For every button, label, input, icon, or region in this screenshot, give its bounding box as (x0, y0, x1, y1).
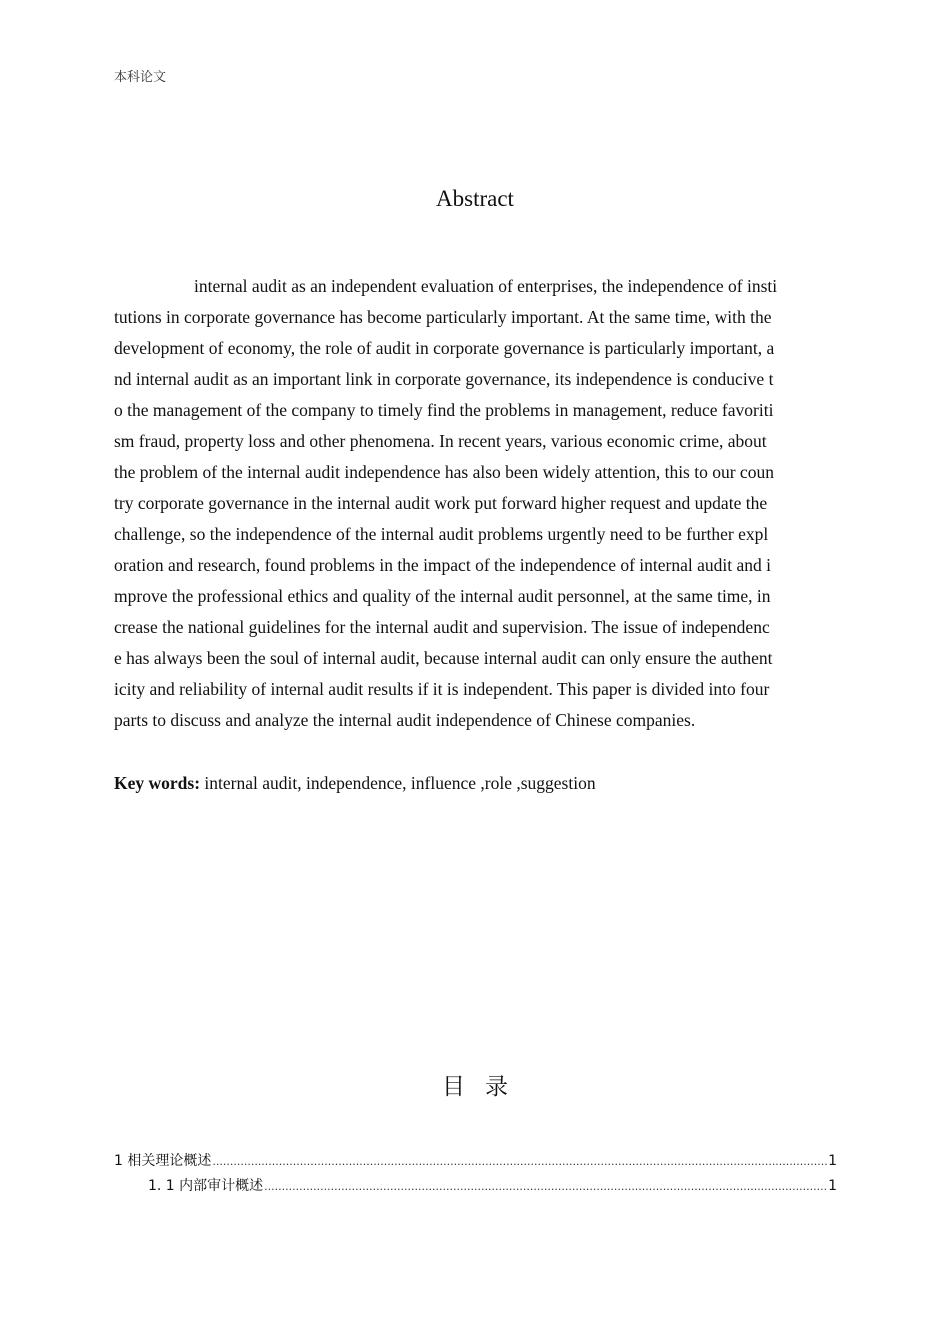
toc-title: 目录 (442, 1074, 528, 1100)
running-header: 本科论文 (114, 70, 167, 85)
abstract-line: parts to discuss and analyze the internal audit independence of Chinese companies. (114, 710, 696, 730)
abstract-line: o the management of the company to timely find the problems in management, reduce favoriti (114, 400, 774, 420)
toc-entry[interactable] (114, 1149, 837, 1174)
abstract-line: try corporate governance in the internal audit work put forward higher request and update the (114, 493, 768, 513)
table-of-contents (114, 1149, 837, 1199)
abstract-line: internal audit as an independent evaluation of enterprises, the independence of insti (194, 276, 778, 296)
toc-entry-label: 1. 1 内部审计概述 (148, 1178, 264, 1194)
abstract-line: the problem of the internal audit independence has also been widely attention, this to our coun (114, 462, 774, 482)
abstract-title: Abstract (436, 186, 514, 211)
abstract-line: mprove the professional ethics and quality of the internal audit personnel, at the same time, in (114, 586, 771, 606)
toc-leader-dots (212, 1149, 827, 1174)
abstract-line: e has always been the soul of internal audit, because internal audit can only ensure the authent (114, 648, 773, 668)
abstract-line: oration and research, found problems in the impact of the independence of internal audit and i (114, 555, 771, 575)
toc-entry[interactable] (114, 1174, 837, 1199)
toc-leader-dots (264, 1174, 827, 1199)
abstract-line: tutions in corporate governance has become particularly important. At the same time, with the (114, 307, 772, 327)
keywords-text: internal audit, independence, influence ,role ,suggestion (200, 773, 596, 793)
keywords (114, 768, 596, 799)
abstract-line: sm fraud, property loss and other phenomena. In recent years, various economic crime, about (114, 431, 767, 451)
abstract-body (114, 271, 836, 736)
abstract-line: challenge, so the independence of the internal audit problems urgently need to be further expl (114, 524, 769, 544)
toc-entry-page: 1 (828, 1153, 837, 1169)
abstract-line: nd internal audit as an important link in corporate governance, its independence is conducive t (114, 369, 774, 389)
abstract-line: development of economy, the role of audit in corporate governance is particularly important, a (114, 338, 775, 358)
abstract-line: crease the national guidelines for the internal audit and supervision. The issue of independenc (114, 617, 770, 637)
keywords-label: Key words: (114, 773, 201, 793)
toc-entry-label: 1 相关理论概述 (114, 1153, 212, 1169)
toc-entry-page: 1 (828, 1178, 837, 1194)
abstract-line: icity and reliability of internal audit results if it is independent. This paper is divided into four (114, 679, 770, 699)
